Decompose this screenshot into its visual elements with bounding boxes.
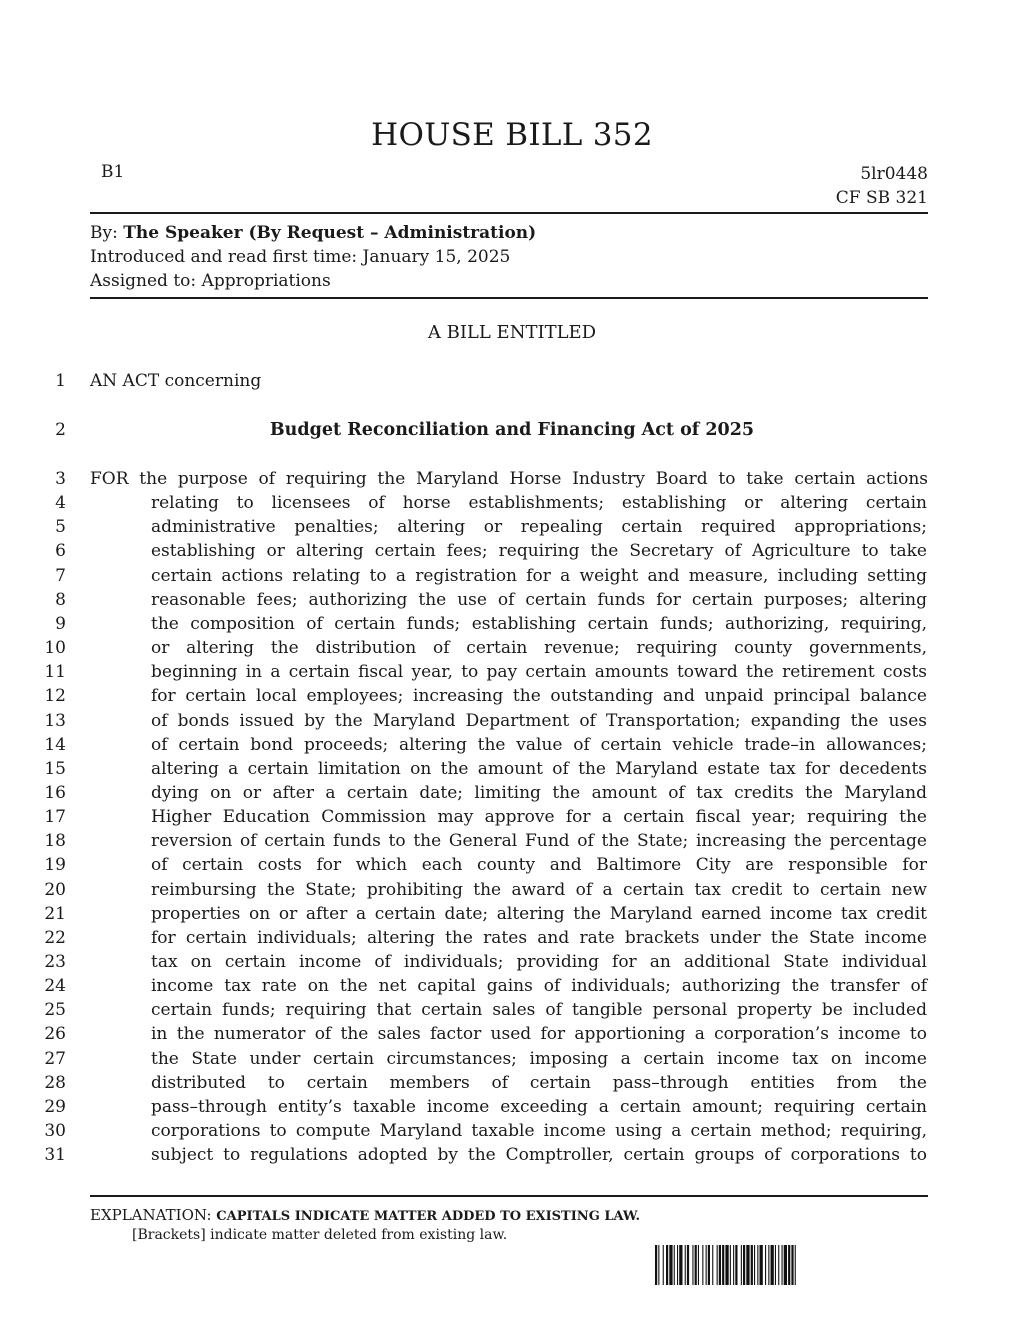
line-number: 12 [44,686,66,707]
bill-line-text: of bonds issued by the Maryland Department of Transportation; expanding the uses [151,710,927,731]
line-number: 21 [44,903,66,924]
line-number: 2 [55,420,66,440]
bill-line-text: reimbursing the State; prohibiting the award of a certain tax credit to certain new [151,879,927,900]
line-number: 22 [44,927,66,948]
bill-entitled-heading: A BILL ENTITLED [427,322,597,343]
bill-meta [90,221,536,293]
barcode-bar [674,1245,675,1285]
barcode-bar [784,1245,787,1285]
line-number: 8 [55,589,66,610]
barcode-bar [706,1245,707,1285]
cross-file-number: CF SB 321 [835,188,928,208]
meta-divider [90,297,928,299]
line-number: 15 [44,758,66,779]
barcode-bar [687,1245,689,1285]
bill-line-text: dying on or after a certain date; limiting the amount of tax credits the Maryland [151,782,927,803]
bill-line-text: Higher Education Commission may approve for a certain fiscal year; requiring the [151,807,927,828]
line-number: 25 [44,1000,66,1021]
barcode-bar [708,1245,710,1285]
explanation-brackets: [Brackets] indicate matter deleted from existing law. [132,1227,508,1243]
bill-line-text: establishing or altering certain fees; requiring the Secretary of Agriculture to take [151,541,927,562]
barcode-bar [788,1245,790,1285]
bill-line-text: for certain individuals; altering the rates and rate brackets under the State income [151,927,927,948]
line-number: 28 [44,1072,66,1093]
barcode-graphic [655,1245,905,1285]
barcode-bar [754,1245,755,1285]
sponsor-prefix: By: [90,223,124,243]
barcode-bar [791,1245,793,1285]
barcode-bar [765,1245,766,1285]
line-number: 13 [44,710,66,731]
bill-line-text: reasonable fees; authorizing the use of certain funds for certain purposes; altering [151,589,927,610]
line-number: 10 [44,638,66,659]
barcode-bar [692,1245,693,1285]
barcode-bar [733,1245,734,1285]
line-number: 14 [44,734,66,755]
barcode-bar [669,1245,672,1285]
line-number: 5 [55,517,66,538]
bill-line-text: AN ACT concerning [90,371,262,391]
sponsor-name: The Speaker (By Request – Administration) [123,223,537,243]
barcode-bar [655,1245,657,1285]
line-number: 20 [44,879,66,900]
barcode-bar [751,1245,753,1285]
explanation-line [90,1206,640,1224]
line-number: 29 [44,1096,66,1117]
barcode-bar [746,1245,749,1285]
line-number: 30 [44,1121,66,1142]
barcode-bar [717,1245,718,1285]
explanation-caps: CAPITALS INDICATE MATTER ADDED TO EXISTING LAW. [216,1209,641,1224]
barcode-icon [655,1245,905,1285]
bill-line-text: the composition of certain funds; establishing certain funds; authorizing, requiring, [151,613,927,634]
barcode-bar [743,1245,745,1285]
barcode-bar [725,1245,728,1285]
barcode-bar [712,1245,713,1285]
line-number: 19 [44,855,66,876]
barcode-bar [757,1245,758,1285]
line-number: 18 [44,831,66,852]
barcode-bar [679,1245,682,1285]
barcode-bar [698,1245,699,1285]
barcode-bar [730,1245,731,1285]
line-number: 11 [44,662,66,683]
bill-line-text: certain actions relating to a registration for a weight and measure, including setting [151,565,927,586]
barcode-bar [768,1245,769,1285]
bill-line-text: pass–through entity’s taxable income exceeding a certain amount; requiring certain [151,1096,927,1117]
bill-line-text: of certain costs for which each county and Baltimore City are responsible for [151,855,927,876]
bill-line-text: beginning in a certain fiscal year, to pay certain amounts toward the retirement costs [151,662,927,683]
bill-line-text: of certain bond proceeds; altering the value of certain vehicle trade–in allowances; [151,734,927,755]
barcode-bar [722,1245,724,1285]
bill-line-text: in the numerator of the sales factor used for apportioning a corporation’s income to [151,1024,927,1045]
lr-number: 5lr0448 [860,164,928,184]
line-number: 6 [55,541,66,562]
line-number: 27 [44,1048,66,1069]
bill-line-text: relating to licensees of horse establishments; establishing or altering certain [151,493,927,514]
barcode-bar [778,1245,779,1285]
line-number: 7 [55,565,66,586]
line-number: 17 [44,807,66,828]
line-number: 4 [55,493,66,514]
barcode-bar [658,1245,659,1285]
assigned-line: Assigned to: Appropriations [90,271,331,291]
bill-line-text: administrative penalties; altering or repealing certain required appropriations; [151,517,927,538]
header-divider [90,212,928,214]
bill-line-text: the State under certain circumstances; imposing a certain income tax on income [151,1048,927,1069]
barcode-bar [685,1245,686,1285]
barcode-bar [741,1245,742,1285]
barcode-bar [775,1245,776,1285]
barcode-bar [677,1245,678,1285]
bill-line-text: properties on or after a certain date; altering the Maryland earned income tax credit [151,903,927,924]
sponsor-line [90,221,536,245]
line-number: 9 [55,613,66,634]
barcode-bar [695,1245,697,1285]
line-number: 16 [44,782,66,803]
bill-line-text: certain funds; requiring that certain sales of tangible personal property be included [151,1000,927,1021]
line-number: 26 [44,1024,66,1045]
line-number: 24 [44,976,66,997]
barcode-bar [702,1245,703,1285]
barcode-bar [735,1245,737,1285]
line-number: 1 [55,371,66,391]
line-number: 3 [55,469,66,489]
barcode-bar [782,1245,783,1285]
bill-line-text: for certain local employees; increasing the outstanding and unpaid principal balance [151,686,927,707]
document-codes [836,162,928,210]
introduced-line: Introduced and read first time: January 15, 2025 [90,247,511,267]
barcode-bar [666,1245,668,1285]
bill-title: HOUSE BILL 352 [371,117,653,153]
bill-line-text: subject to regulations adopted by the Comptroller, certain groups of corporations to [151,1145,927,1166]
bill-line-text: tax on certain income of individuals; providing for an additional State individual [151,952,927,972]
barcode-bar [760,1245,763,1285]
bill-line-text: income tax rate on the net capital gains of individuals; authorizing the transfer of [151,976,927,997]
footer-divider [90,1195,928,1197]
bill-line-text: reversion of certain funds to the General Fund of the State; increasing the percentage [151,831,927,852]
subject-code: B1 [101,162,125,182]
barcode-bar [663,1245,664,1285]
barcode-bar [771,1245,774,1285]
bill-line-text: or altering the distribution of certain revenue; requiring county governments, [151,638,927,659]
barcode-bar [719,1245,721,1285]
bill-line-text: corporations to compute Maryland taxable income using a certain method; requiring, [151,1121,927,1142]
line-number: 31 [44,1145,66,1166]
bill-line-text: distributed to certain members of certain pass–through entities from the [151,1072,927,1093]
bill-line-text: altering a certain limitation on the amount of the Maryland estate tax for decedents [151,758,927,779]
bill-line-text: FOR the purpose of requiring the Maryland Horse Industry Board to take certain actions [90,469,928,489]
explanation-label: EXPLANATION: [90,1206,217,1224]
barcode-bar [795,1245,796,1285]
line-number: 23 [44,952,66,972]
bill-short-title: Budget Reconciliation and Financing Act of 2025 [269,420,755,440]
